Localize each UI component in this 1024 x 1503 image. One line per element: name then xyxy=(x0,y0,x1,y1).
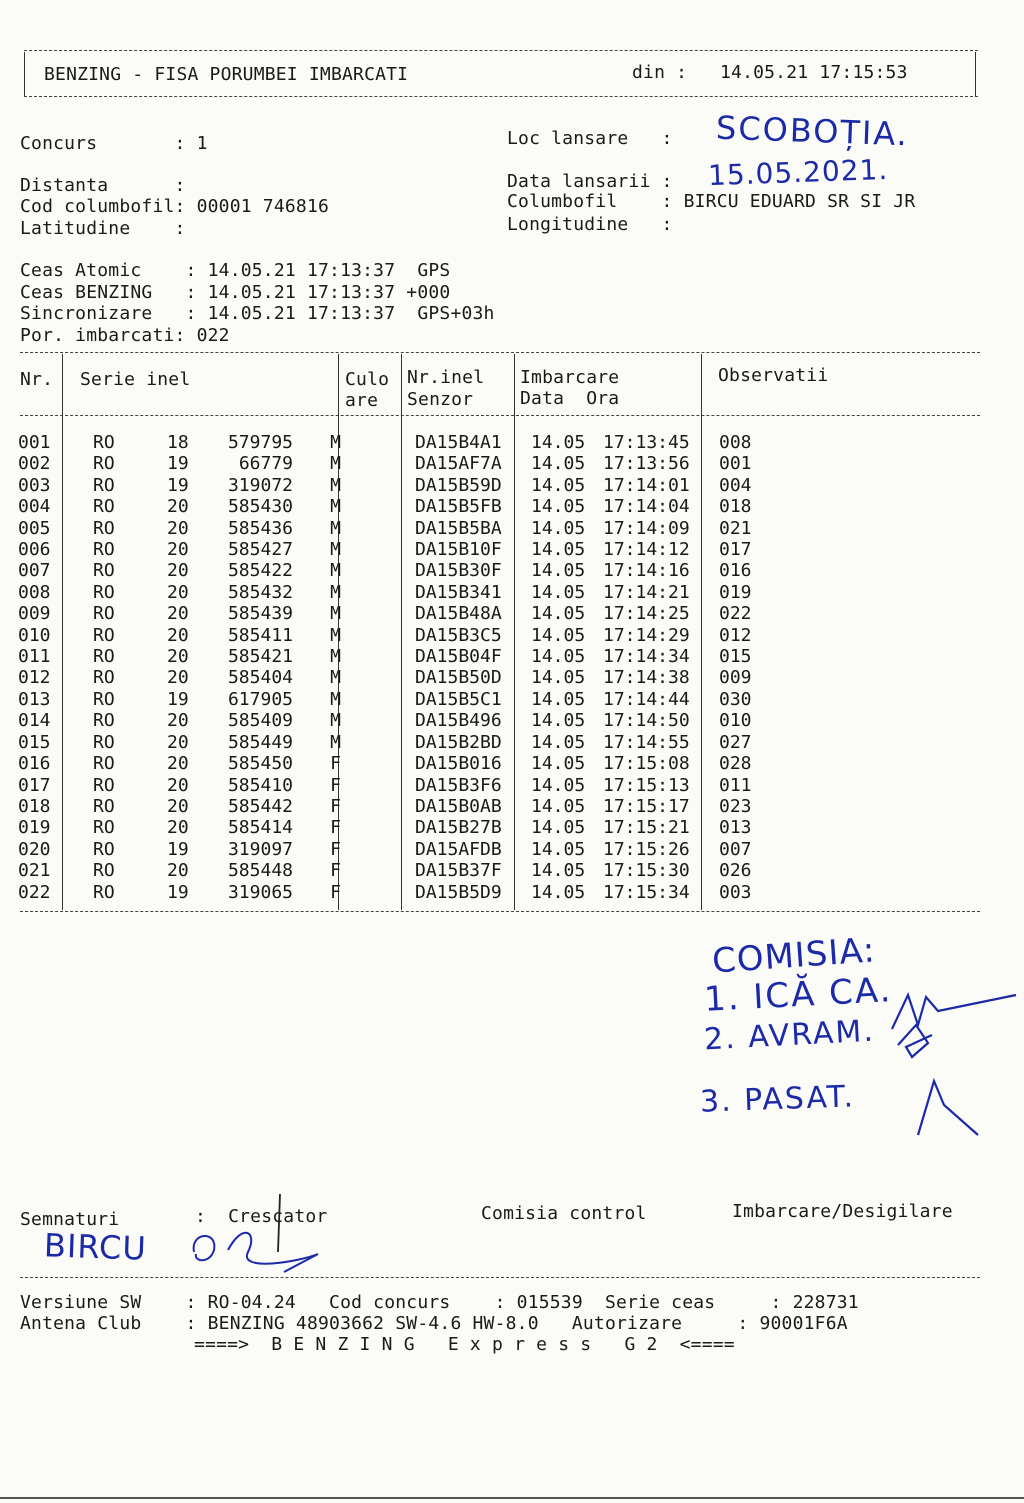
cell-data: 14.05 xyxy=(531,860,586,882)
cell-nr: 007 xyxy=(18,560,51,582)
signatures-label: Semnaturi xyxy=(20,1209,120,1230)
loc-lansare-handwritten: SCOBOȚIA. xyxy=(715,108,910,154)
cell-nr: 016 xyxy=(18,753,51,775)
cell-ora: 17:14:55 xyxy=(603,731,690,753)
cell-tara: RO xyxy=(93,624,115,646)
benzing-express-brand: ====> B E N Z I N G E x p r e s s G 2 <==== xyxy=(194,1334,735,1355)
columbofil-field: Columbofil : BIRCU EDUARD SR SI JR xyxy=(507,191,916,212)
cell-tara: RO xyxy=(93,560,115,582)
cell-tara: RO xyxy=(93,603,115,625)
cell-data: 14.05 xyxy=(531,432,586,453)
cell-tara: RO xyxy=(93,860,115,882)
cell-num: 585430 xyxy=(227,496,293,518)
cell-sex: M xyxy=(330,603,341,625)
cell-sex: F xyxy=(330,838,341,860)
cell-sex: F xyxy=(330,795,341,817)
table-row xyxy=(18,496,779,517)
cell-nr: 002 xyxy=(18,453,51,475)
cell-obs: 030 xyxy=(719,688,752,710)
cell-senzor: DA15B48A xyxy=(415,603,502,625)
cell-an: 20 xyxy=(167,539,189,561)
cell-sex: M xyxy=(330,539,341,561)
th-imbarcare-1: Imbarcare xyxy=(520,367,620,388)
cell-nr: 022 xyxy=(18,881,51,903)
cell-culoare xyxy=(347,560,411,581)
cell-nr: 017 xyxy=(18,774,51,796)
breeder-signature-name: BIRCU xyxy=(43,1226,148,1268)
cell-data: 14.05 xyxy=(531,710,586,732)
cell-tara: RO xyxy=(93,817,115,839)
cell-num: 585421 xyxy=(227,646,293,668)
cell-tara: RO xyxy=(93,667,115,689)
cell-tara: RO xyxy=(93,453,115,475)
cell-num: 585442 xyxy=(227,795,293,817)
cell-nr: 019 xyxy=(18,817,51,839)
table-header-bottom-border xyxy=(20,415,980,416)
cod-columbofil-field: Cod columbofil: 00001 746816 xyxy=(20,196,330,217)
cell-ora: 17:14:09 xyxy=(603,517,690,539)
data-lansarii-field: Data lansarii : xyxy=(507,171,673,192)
cell-ora: 17:15:26 xyxy=(603,838,690,860)
cell-culoare xyxy=(347,817,411,838)
cell-obs: 003 xyxy=(719,881,752,903)
cell-nr: 015 xyxy=(18,731,51,753)
cell-num: 585414 xyxy=(227,817,293,839)
table-row xyxy=(18,689,779,710)
cell-culoare xyxy=(347,667,411,688)
cell-nr: 009 xyxy=(18,603,51,625)
header-bottom-border xyxy=(24,96,978,97)
cell-sex: M xyxy=(330,667,341,689)
cell-culoare xyxy=(347,882,411,903)
cell-tara: RO xyxy=(93,646,115,668)
cell-data: 14.05 xyxy=(531,624,586,646)
cell-data: 14.05 xyxy=(531,817,586,839)
cell-an: 19 xyxy=(167,688,189,710)
cell-num: 319065 xyxy=(227,881,293,903)
cell-tara: RO xyxy=(93,517,115,539)
cell-senzor: DA15B0AB xyxy=(415,795,502,817)
cell-data: 14.05 xyxy=(531,453,586,475)
cell-data: 14.05 xyxy=(531,667,586,689)
cell-data: 14.05 xyxy=(531,774,586,796)
cell-ora: 17:14:34 xyxy=(603,646,690,668)
cell-sex: M xyxy=(330,560,341,582)
cell-nr: 010 xyxy=(18,624,51,646)
cell-obs: 021 xyxy=(719,517,752,539)
cell-nr: 021 xyxy=(18,860,51,882)
cell-obs: 008 xyxy=(719,432,752,453)
document-title: BENZING - FISA PORUMBEI IMBARCATI xyxy=(44,64,409,85)
cell-ora: 17:14:21 xyxy=(603,581,690,603)
cell-senzor: DA15B341 xyxy=(415,581,502,603)
cell-culoare xyxy=(347,732,411,753)
cell-an: 20 xyxy=(167,624,189,646)
cell-sex: F xyxy=(330,774,341,796)
cell-tara: RO xyxy=(93,731,115,753)
cell-an: 19 xyxy=(167,881,189,903)
cell-nr: 001 xyxy=(18,432,51,453)
cell-senzor: DA15B27B xyxy=(415,817,502,839)
cell-culoare xyxy=(347,625,411,646)
cell-tara: RO xyxy=(93,496,115,518)
table-row xyxy=(18,625,779,646)
commission-title: COMISIA: xyxy=(710,930,877,982)
cell-an: 19 xyxy=(167,838,189,860)
table-row xyxy=(18,882,779,903)
cell-data: 14.05 xyxy=(531,560,586,582)
cell-tara: RO xyxy=(93,581,115,603)
cell-ora: 17:14:29 xyxy=(603,624,690,646)
ceas-benzing-line: Ceas BENZING : 14.05.21 17:13:37 +000 xyxy=(20,282,451,303)
th-serie-inel: Serie inel xyxy=(80,369,191,390)
cell-tara: RO xyxy=(93,539,115,561)
cell-data: 14.05 xyxy=(531,838,586,860)
cell-senzor: DA15B2BD xyxy=(415,731,502,753)
cell-data: 14.05 xyxy=(531,496,586,518)
cell-an: 19 xyxy=(167,453,189,475)
cell-senzor: DA15B30F xyxy=(415,560,502,582)
cell-nr: 020 xyxy=(18,838,51,860)
latitudine-field: Latitudine : xyxy=(20,218,186,239)
table-row xyxy=(18,518,779,539)
cell-data: 14.05 xyxy=(531,795,586,817)
breeder-signature xyxy=(188,1192,338,1282)
cell-senzor: DA15B37F xyxy=(415,860,502,882)
cell-data: 14.05 xyxy=(531,474,586,496)
cell-nr: 014 xyxy=(18,710,51,732)
cell-an: 20 xyxy=(167,817,189,839)
cell-tara: RO xyxy=(93,474,115,496)
cell-nr: 006 xyxy=(18,539,51,561)
cell-culoare xyxy=(347,432,411,453)
cell-an: 20 xyxy=(167,581,189,603)
versiune-sw-line: Versiune SW : RO-04.24 Cod concurs : 015539 Serie ceas : 228731 xyxy=(20,1292,859,1313)
antena-club-line: Antena Club : BENZING 48903662 SW-4.6 HW-8.0 Autorizare : 90001F6A xyxy=(20,1313,848,1334)
bottom-edge-line xyxy=(0,1497,1024,1499)
table-row xyxy=(18,560,779,581)
header-left-border xyxy=(24,52,25,96)
table-row xyxy=(18,453,779,474)
cell-data: 14.05 xyxy=(531,581,586,603)
ceas-atomic-line: Ceas Atomic : 14.05.21 17:13:37 GPS xyxy=(20,260,451,281)
cell-ora: 17:14:12 xyxy=(603,539,690,561)
cell-num: 585436 xyxy=(227,517,293,539)
table-row xyxy=(18,475,779,496)
commission-member-2: 2. AVRAM. xyxy=(703,1013,876,1058)
cell-data: 14.05 xyxy=(531,731,586,753)
cell-nr: 012 xyxy=(18,667,51,689)
cell-num: 585404 xyxy=(227,667,293,689)
cell-num: 319097 xyxy=(227,838,293,860)
cell-an: 20 xyxy=(167,517,189,539)
cell-senzor: DA15AF7A xyxy=(415,453,502,475)
table-row xyxy=(18,667,779,688)
cell-culoare xyxy=(347,453,411,474)
cell-data: 14.05 xyxy=(531,688,586,710)
cell-an: 20 xyxy=(167,667,189,689)
th-culoare-1: Culo xyxy=(345,369,390,390)
cell-nr: 018 xyxy=(18,795,51,817)
cell-ora: 17:15:34 xyxy=(603,881,690,903)
header-top-border xyxy=(24,50,978,51)
table-top-border xyxy=(20,352,980,353)
cell-an: 20 xyxy=(167,774,189,796)
imbarcare-desigilare-label: Imbarcare/Desigilare xyxy=(732,1201,953,1222)
cell-senzor: DA15B5D9 xyxy=(415,881,502,903)
cell-ora: 17:15:17 xyxy=(603,795,690,817)
cell-tara: RO xyxy=(93,688,115,710)
cell-data: 14.05 xyxy=(531,603,586,625)
sincronizare-line: Sincronizare : 14.05.21 17:13:37 GPS+03h xyxy=(20,303,495,324)
cell-data: 14.05 xyxy=(531,646,586,668)
cell-tara: RO xyxy=(93,838,115,860)
cell-nr: 004 xyxy=(18,496,51,518)
cell-obs: 026 xyxy=(719,860,752,882)
cell-an: 20 xyxy=(167,646,189,668)
cell-senzor: DA15B496 xyxy=(415,710,502,732)
cell-senzor: DA15B50D xyxy=(415,667,502,689)
cell-senzor: DA15B5C1 xyxy=(415,688,502,710)
table-row xyxy=(18,860,779,881)
table-row xyxy=(18,796,779,817)
header-right-border xyxy=(975,52,976,96)
cell-ora: 17:14:01 xyxy=(603,474,690,496)
table-row xyxy=(18,432,779,453)
longitudine-field: Longitudine : xyxy=(507,214,673,235)
cell-sex: M xyxy=(330,453,341,475)
cell-ora: 17:14:04 xyxy=(603,496,690,518)
table-row xyxy=(18,710,779,731)
porumbei-imbarcati-line: Por. imbarcati: 022 xyxy=(20,325,230,346)
cell-an: 20 xyxy=(167,496,189,518)
cell-culoare xyxy=(347,496,411,517)
cell-sex: M xyxy=(330,474,341,496)
cell-an: 20 xyxy=(167,731,189,753)
cell-culoare xyxy=(347,753,411,774)
cell-obs: 019 xyxy=(719,581,752,603)
cell-senzor: DA15B3C5 xyxy=(415,624,502,646)
cell-an: 19 xyxy=(167,474,189,496)
cell-tara: RO xyxy=(93,881,115,903)
cell-tara: RO xyxy=(93,753,115,775)
cell-tara: RO xyxy=(93,710,115,732)
cell-ora: 17:14:38 xyxy=(603,667,690,689)
cell-obs: 022 xyxy=(719,603,752,625)
cell-nr: 011 xyxy=(18,646,51,668)
cell-nr: 003 xyxy=(18,474,51,496)
cell-culoare xyxy=(347,539,411,560)
cell-sex: M xyxy=(330,496,341,518)
cell-sex: F xyxy=(330,817,341,839)
table-row xyxy=(18,753,779,774)
cell-num: 617905 xyxy=(227,688,293,710)
cell-num: 319072 xyxy=(227,474,293,496)
cell-sex: M xyxy=(330,731,341,753)
th-culoare-2: are xyxy=(345,390,379,411)
cell-obs: 015 xyxy=(719,646,752,668)
cell-an: 20 xyxy=(167,560,189,582)
cell-num: 585410 xyxy=(227,774,293,796)
cell-tara: RO xyxy=(93,795,115,817)
comisia-control-label: Comisia control xyxy=(481,1203,647,1224)
loc-lansare-field: Loc lansare : xyxy=(507,128,673,149)
cell-ora: 17:14:44 xyxy=(603,688,690,710)
th-nr-inel-1: Nr.inel xyxy=(407,367,485,388)
cell-sex: M xyxy=(330,688,341,710)
cell-sex: F xyxy=(330,860,341,882)
cell-nr: 005 xyxy=(18,517,51,539)
cell-culoare xyxy=(347,518,411,539)
cell-data: 14.05 xyxy=(531,881,586,903)
cell-sex: M xyxy=(330,646,341,668)
distanta-field: Distanta : xyxy=(20,175,186,196)
cell-num: 585450 xyxy=(227,753,293,775)
cell-nr: 008 xyxy=(18,581,51,603)
cell-ora: 17:13:45 xyxy=(603,432,690,453)
cell-an: 20 xyxy=(167,860,189,882)
cell-ora: 17:14:16 xyxy=(603,560,690,582)
cell-ora: 17:14:25 xyxy=(603,603,690,625)
table-row xyxy=(18,817,779,838)
cell-ora: 17:15:08 xyxy=(603,753,690,775)
cell-num: 585439 xyxy=(227,603,293,625)
cell-senzor: DA15B10F xyxy=(415,539,502,561)
cell-ora: 17:13:56 xyxy=(603,453,690,475)
cell-culoare xyxy=(347,689,411,710)
cell-sex: F xyxy=(330,753,341,775)
cell-num: 585448 xyxy=(227,860,293,882)
table-row xyxy=(18,839,779,860)
date-value: 14.05.21 17:15:53 xyxy=(720,62,908,83)
cell-obs: 011 xyxy=(719,774,752,796)
commission-signatures xyxy=(888,985,1018,1145)
cell-an: 20 xyxy=(167,710,189,732)
cell-sex: M xyxy=(330,581,341,603)
data-lansarii-handwritten: 15.05.2021. xyxy=(707,152,889,193)
cell-tara: RO xyxy=(93,774,115,796)
th-observatii: Observatii xyxy=(718,365,829,386)
cell-data: 14.05 xyxy=(531,539,586,561)
cell-num: 585422 xyxy=(227,560,293,582)
cell-an: 20 xyxy=(167,795,189,817)
cell-data: 14.05 xyxy=(531,753,586,775)
pigeon-table xyxy=(18,432,779,903)
concurs-field: Concurs : 1 xyxy=(20,133,208,154)
table-row xyxy=(18,775,779,796)
table-row xyxy=(18,646,779,667)
cell-senzor: DA15B4A1 xyxy=(415,432,502,453)
cell-obs: 009 xyxy=(719,667,752,689)
cell-num: 579795 xyxy=(227,432,293,453)
cell-num: 585449 xyxy=(227,731,293,753)
cell-sex: F xyxy=(330,881,341,903)
cell-an: 18 xyxy=(167,432,189,453)
cell-obs: 001 xyxy=(719,453,752,475)
table-row xyxy=(18,582,779,603)
cell-num: 66779 xyxy=(238,453,293,475)
cell-nr: 013 xyxy=(18,688,51,710)
cell-obs: 028 xyxy=(719,753,752,775)
cell-senzor: DA15B5BA xyxy=(415,517,502,539)
date-label: din : xyxy=(632,62,688,83)
cell-obs: 012 xyxy=(719,624,752,646)
cell-culoare xyxy=(347,475,411,496)
cell-culoare xyxy=(347,603,411,624)
cell-culoare xyxy=(347,839,411,860)
cell-obs: 016 xyxy=(719,560,752,582)
cell-senzor: DA15B5FB xyxy=(415,496,502,518)
cell-obs: 027 xyxy=(719,731,752,753)
cell-tara: RO xyxy=(93,432,115,453)
cell-senzor: DA15B016 xyxy=(415,753,502,775)
footer-separator xyxy=(20,1277,980,1278)
cell-sex: M xyxy=(330,517,341,539)
cell-obs: 017 xyxy=(719,539,752,561)
cell-culoare xyxy=(347,710,411,731)
cell-senzor: DA15AFDB xyxy=(415,838,502,860)
cell-senzor: DA15B3F6 xyxy=(415,774,502,796)
cell-senzor: DA15B59D xyxy=(415,474,502,496)
cell-obs: 013 xyxy=(719,817,752,839)
cell-obs: 010 xyxy=(719,710,752,732)
cell-senzor: DA15B04F xyxy=(415,646,502,668)
cell-data: 14.05 xyxy=(531,517,586,539)
cell-ora: 17:14:50 xyxy=(603,710,690,732)
cell-ora: 17:15:30 xyxy=(603,860,690,882)
cell-obs: 023 xyxy=(719,795,752,817)
th-imbarcare-2: Data Ora xyxy=(520,388,620,409)
cell-num: 585409 xyxy=(227,710,293,732)
cell-num: 585411 xyxy=(227,624,293,646)
th-nr-inel-2: Senzor xyxy=(407,389,474,410)
cell-culoare xyxy=(347,796,411,817)
cell-sex: M xyxy=(330,624,341,646)
cell-culoare xyxy=(347,860,411,881)
cell-an: 20 xyxy=(167,753,189,775)
cell-num: 585427 xyxy=(227,539,293,561)
commission-member-1: 1. ICĂ CA. xyxy=(703,970,894,1020)
cell-obs: 018 xyxy=(719,496,752,518)
cell-culoare xyxy=(347,582,411,603)
cell-ora: 17:15:21 xyxy=(603,817,690,839)
cell-culoare xyxy=(347,646,411,667)
cell-an: 20 xyxy=(167,603,189,625)
cell-obs: 007 xyxy=(719,838,752,860)
cell-culoare xyxy=(347,775,411,796)
table-row xyxy=(18,732,779,753)
cell-sex: M xyxy=(330,710,341,732)
table-row xyxy=(18,603,779,624)
commission-member-3: 3. PASAT. xyxy=(699,1079,856,1120)
cell-sex: M xyxy=(330,432,341,453)
th-nr: Nr. xyxy=(20,369,54,390)
table-row xyxy=(18,539,779,560)
table-bottom-border xyxy=(20,911,980,912)
crescator-label: : Crescator xyxy=(195,1206,328,1227)
cell-num: 585432 xyxy=(227,581,293,603)
cell-obs: 004 xyxy=(719,474,752,496)
cell-ora: 17:15:13 xyxy=(603,774,690,796)
